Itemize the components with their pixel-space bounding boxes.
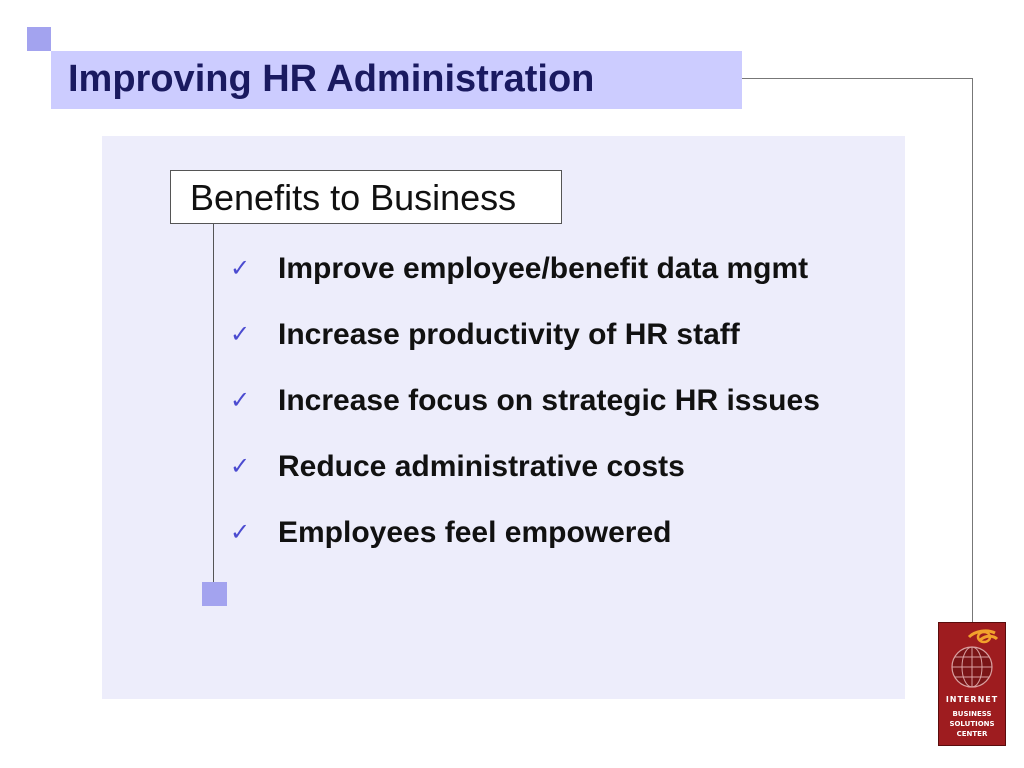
- bottom-accent-square: [202, 582, 227, 606]
- slide-title: Improving HR Administration: [68, 58, 595, 100]
- section-heading-box: [170, 170, 562, 224]
- section-heading: Benefits to Business: [190, 177, 517, 218]
- frame-line-right: [972, 78, 973, 622]
- checkmark-icon: ✓: [230, 452, 251, 480]
- frame-line-top: [742, 78, 973, 79]
- internet-business-solutions-center-logo: [938, 622, 1006, 746]
- corner-accent-square: [27, 27, 51, 51]
- checkmark-icon: ✓: [230, 386, 251, 414]
- logo-line-solutions: SOLUTIONS: [949, 720, 995, 728]
- benefit-text: Increase productivity of HR staff: [278, 318, 740, 351]
- logo-line-center: CENTER: [956, 730, 988, 738]
- checkmark-icon: ✓: [230, 254, 251, 282]
- logo-line-business: BUSINESS: [952, 710, 992, 718]
- checkmark-icon: ✓: [230, 320, 251, 348]
- title-band: [51, 51, 742, 109]
- benefit-text: Reduce administrative costs: [278, 450, 685, 483]
- benefit-text: Improve employee/benefit data mgmt: [278, 252, 809, 285]
- logo-line-internet: INTERNET: [945, 695, 999, 704]
- benefit-text: Employees feel empowered: [278, 516, 672, 549]
- connector-line: [213, 224, 214, 582]
- benefit-text: Increase focus on strategic HR issues: [278, 384, 820, 417]
- checkmark-icon: ✓: [230, 518, 251, 546]
- globe-icon: [939, 623, 1005, 695]
